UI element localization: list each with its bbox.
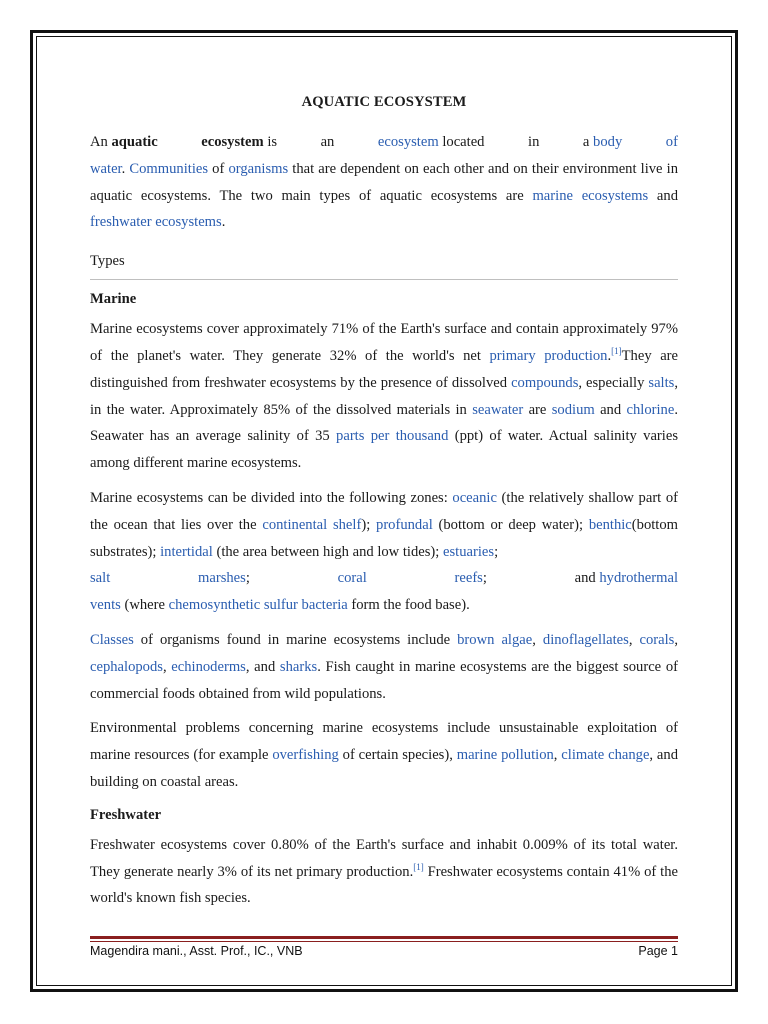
link-seawater[interactable]: seawater [472,401,524,418]
intro-bold-word: aquatic [111,134,158,150]
text: and [648,187,678,204]
text: . [221,214,226,231]
text: and [594,401,627,418]
intro-bold-word: ecosystem [201,134,264,150]
text: (ppt) of water. Actual salinity varies among different marine ecosystems. [90,428,678,472]
intro-word: is [267,134,278,150]
link-continental-shelf[interactable]: continental shelf [262,516,362,533]
link-marine-pollution[interactable]: marine pollution [456,747,554,764]
text: form the food base). [347,597,470,614]
link-salts[interactable]: salts [648,374,675,391]
link-marine-ecosystems[interactable]: marine ecosystems [532,187,649,204]
link-salt[interactable]: salt [90,570,111,587]
section-divider [90,279,678,280]
text: , [674,631,679,648]
text: (bottom substrates); [90,516,679,560]
link-sharks[interactable]: sharks [279,658,318,675]
page-number: Page 1 [638,944,678,958]
text: , and [245,658,280,675]
text: Freshwater ecosystems cover 0.80% of the Earth's surface and inhabit 0.009% of its total water. They generate nearly 3% of its net primary production. [90,836,678,880]
marine-p2-body [90,485,678,565]
link-corals[interactable]: corals [639,631,675,648]
link-overfishing[interactable]: overfishing [272,747,339,764]
text: Marine ecosystems cover approximately 71% of the Earth's surface and contain approximately 97% of the planet's water. They generate 32% of the world's net [90,321,678,364]
link-algae[interactable]: algae [501,631,533,648]
text: . Seawater has an average salinity of 35 [90,401,678,445]
freshwater-heading: Freshwater [90,806,162,823]
citation-ref[interactable]: [1] [413,861,424,872]
text: , in the water. Approximately 85% of the dissolved materials in [90,374,678,418]
link-organisms[interactable]: organisms [228,160,289,177]
text: , especially [578,374,649,391]
footer-author: Magendira mani., Asst. Prof., IC., VNB [90,944,303,958]
text: of certain species), [338,747,457,764]
intro-word: An [90,134,108,150]
intro-first-line [90,129,678,156]
intro-word: in [528,134,540,150]
link-benthic[interactable]: benthic [588,516,632,533]
link-oceanic[interactable]: oceanic [452,489,497,506]
link-water[interactable]: water [90,160,122,177]
marine-paragraph-4 [90,715,678,795]
link-intertidal[interactable]: intertidal [160,543,213,560]
link-hydrothermal[interactable]: hydrothermal [599,570,678,587]
intro-word: an [320,134,335,150]
text: Freshwater ecosystems contain 41% of the world's known fish species. [90,863,679,907]
text: ; [245,570,250,587]
text: Environmental problems concerning marine ecosystems include unsustainable exploitation of marine resources (for example [90,720,678,764]
marine-paragraph-3 [90,627,678,707]
marine-paragraph-2 [90,485,678,619]
text: ; [482,570,487,587]
link-chlorine[interactable]: chlorine [626,401,675,418]
text: (where [120,597,169,614]
text: (the relatively shallow part of the ocean that lies over the [90,489,678,533]
document-body [90,92,678,912]
marine-p2-tail [90,592,678,619]
text: are [523,401,552,418]
text: ; [494,543,499,560]
text: and [574,570,596,587]
text: , [532,631,543,648]
link-reefs[interactable]: reefs [454,570,483,587]
text: , and building on coastal areas. [90,747,678,790]
text: . [607,347,612,364]
link-parts-per-thousand[interactable]: parts per thousand [336,428,449,445]
link-body-of-water-of[interactable]: of [665,134,678,150]
text: , [553,747,562,764]
link-primary-production[interactable]: primary production [489,347,608,364]
link-compounds[interactable]: compounds [511,374,579,391]
footer-rule-thick [90,936,678,939]
footer-rule-thin [90,941,678,942]
text: Marine ecosystems can be divided into the following zones: [90,489,453,506]
link-profundal[interactable]: profundal [376,516,433,533]
types-label: Types [90,253,125,270]
intro-word: located [442,134,485,150]
text: that are dependent on each other and on their environment live in aquatic ecosystems. The two main types of aquatic ecosystems are [90,160,678,204]
text: , [628,631,640,648]
text: (bottom or deep water); [432,516,589,533]
link-climate-change[interactable]: climate change [561,747,650,764]
link-dinoflagellates[interactable]: dinoflagellates [542,631,629,648]
page-footer [90,944,678,958]
text: . Fish caught in marine ecosystems are the biggest source of commercial foods obtained from wild populations. [90,658,678,702]
text: (the area between high and low tides); [212,543,443,560]
text: of organisms found in marine ecosystems include [133,631,458,648]
marine-heading: Marine [90,291,137,308]
text: , [162,658,172,675]
link-body-of-water[interactable]: body [593,134,623,150]
link-echinoderms[interactable]: echinoderms [171,658,246,675]
link-freshwater-ecosystems[interactable]: freshwater ecosystems [90,214,222,231]
intro-rest [90,156,678,236]
link-vents[interactable]: vents [90,597,121,614]
link-cephalopods[interactable]: cephalopods [90,658,163,675]
link-communities[interactable]: Communities [129,160,209,177]
intro-word: a [582,134,590,150]
link-chemosynthetic[interactable]: chemosynthetic sulfur bacteria [168,597,348,614]
freshwater-paragraph-1 [90,832,678,912]
text: ); [361,516,377,533]
text: of [208,160,229,177]
link-ecosystem[interactable]: ecosystem [377,134,439,150]
link-marshes[interactable]: marshes [198,570,246,587]
text: They are distinguished from freshwater ecosystems by the presence of dissolved [90,347,679,391]
marine-paragraph-1 [90,316,678,477]
intro-paragraph [90,129,678,236]
link-sodium[interactable]: sodium [551,401,595,418]
document-title: AQUATIC ECOSYSTEM [301,94,467,110]
link-estuaries[interactable]: estuaries [443,543,495,560]
link-coral[interactable]: coral [337,570,367,587]
link-classes[interactable]: Classes [90,631,134,648]
text: . [121,160,130,177]
marine-p2-spread-line [90,565,678,592]
link-brown[interactable]: brown [457,631,495,648]
citation-ref[interactable]: [1] [611,345,622,356]
